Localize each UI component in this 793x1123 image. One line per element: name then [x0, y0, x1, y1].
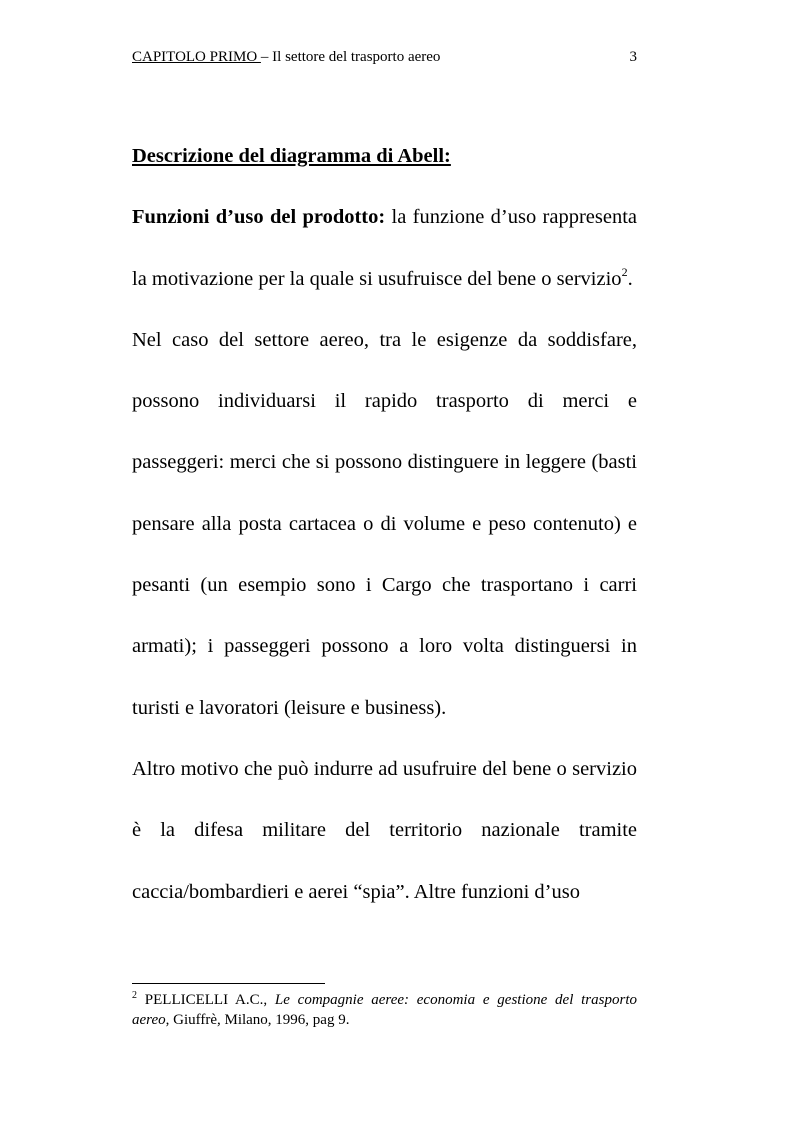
definition-end: . [627, 267, 633, 290]
paragraph-military: Altro motivo che può indurre ad usufruire del bene o servizio è la difesa militare del territorio nazionale tramite caccia/bombardieri e aerei “spia”. Altre funzioni d’uso [132, 757, 637, 903]
footnote-reference[interactable]: 2 [621, 264, 628, 279]
definition-term: Funzioni d’uso del prodotto: [132, 206, 386, 229]
body-text [132, 126, 637, 923]
footnote-number: 2 [132, 990, 137, 1001]
footnote-author: PELLICELLI A.C., [137, 992, 275, 1008]
definition-text: la funzione d’uso rappresenta la motivazione per la quale si usufruisce del bene o servizio [132, 206, 638, 290]
chapter-label: CAPITOLO PRIMO [132, 49, 261, 65]
footnote-divider [132, 983, 325, 984]
footnote-publication: , Giuffrè, Milano, 1996, pag 9. [165, 1012, 350, 1028]
page-header [132, 47, 637, 67]
footnote-book-title: Le compagnie aeree: economia e gestione del trasporto aereo [132, 992, 637, 1028]
chapter-subtitle: – Il settore del trasporto aereo [260, 49, 441, 65]
page-number: 3 [629, 49, 637, 65]
definition-paragraph [132, 187, 637, 310]
paragraph-passenger-cargo: Nel caso del settore aereo, tra le esigenze da soddisfare, possono individuarsi il rapido trasporto di merci e passeggeri: merci che si possono distinguere in leggere (basti pensare alla posta cartacea o di volume e peso contenuto) e pesanti (un esempio sono i Cargo che trasportano i carri armati); i passeggeri possono a loro volta distinguersi in turisti e lavoratori (leisure e business). [132, 328, 637, 719]
section-heading: Descrizione del diagramma di Abell: [132, 145, 451, 167]
footnote [132, 990, 637, 1030]
